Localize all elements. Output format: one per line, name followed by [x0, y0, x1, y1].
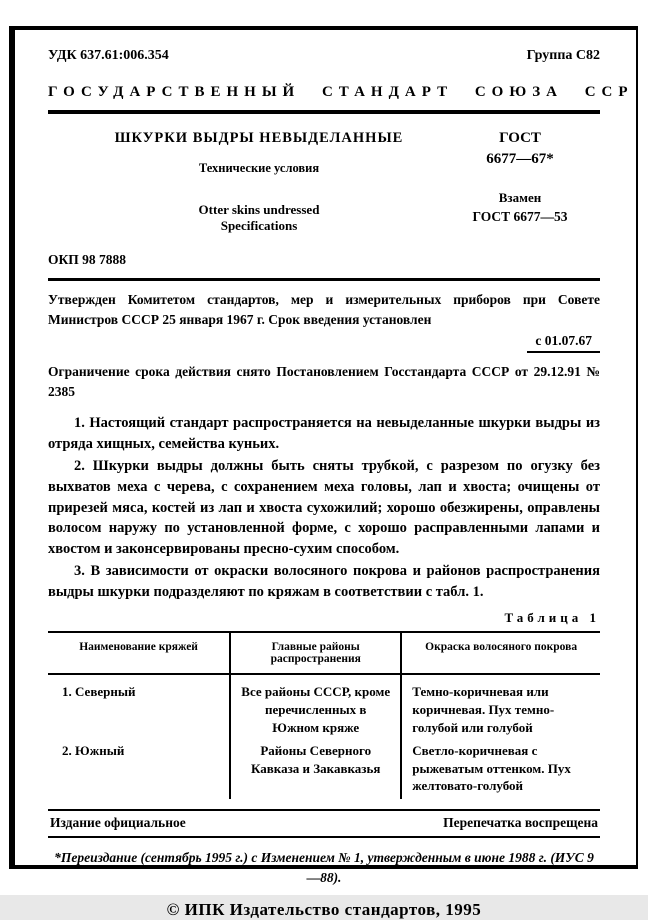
table-cell: Светло-коричневая с рыжеватым оттенком. Пух желтовато-голубой [412, 743, 571, 794]
standard-title-en: Otter skins undressed [198, 202, 320, 217]
table-header-color: Окраска волосяного покрова [401, 632, 600, 674]
approval-paragraph: Утвержден Комитетом стандартов, мер и измерительных приборов при Совете Министров СССР 25 января 1967 г. Срок введения установлен [48, 292, 600, 327]
reprint-forbidden-label: Перепечатка воспрещена [443, 814, 598, 830]
section-rule [48, 278, 600, 281]
body-paragraph-3: 3. В зависимости от окраски волосяного покрова и районов распространения выдры шкурки подразделяют по кряжам в соответствии с табл. 1. [48, 563, 600, 600]
udk-code: УДК 637.61:006.354 [48, 48, 169, 63]
table-caption: Таблица 1 [504, 610, 600, 626]
standard-title-ru: ШКУРКИ ВЫДРЫ НЕВЫДЕЛАННЫЕ [114, 130, 404, 146]
document-header [48, 48, 600, 64]
table-cell: Темно-коричневая или коричневая. Пух темно-голубой или голубой [412, 684, 555, 735]
effective-date: с 01.07.67 [527, 333, 600, 353]
standard-subtitle-en: Specifications [220, 218, 298, 233]
gost-label: ГОСТ [499, 130, 541, 146]
table-cell: Районы Северного Кавказа и Закавказья [230, 740, 401, 799]
okp-code: ОКП 98 7888 [48, 252, 127, 267]
replaces-label: Взамен [498, 190, 542, 205]
table-row [48, 674, 600, 740]
revision-footnote: *Переиздание (сентябрь 1995 г.) с Изменением № 1, утвержденным в июне 1988 г. (ИУС 9—88). [54, 849, 594, 885]
title-block [48, 130, 600, 234]
gost-designation-block [440, 130, 600, 234]
heading-rule [48, 110, 600, 114]
document-content [48, 48, 634, 920]
table-header-kryazh: Наименование кряжей [48, 632, 230, 674]
table-header-row [48, 632, 600, 674]
footer-row [48, 811, 600, 836]
body-text [48, 413, 600, 602]
effective-date-row [48, 332, 600, 353]
table-row [48, 740, 600, 799]
title-left-column [48, 130, 440, 234]
table-header-regions: Главные районы распространения [230, 632, 401, 674]
table-cell: 1. Северный [48, 674, 230, 740]
table-cell: 2. Южный [48, 740, 230, 799]
limitation-paragraph: Ограничение срока действия снято Постановлением Госстандарта СССР от 29.12.91 № 2385 [48, 364, 600, 399]
footer-rule-bottom [48, 836, 600, 838]
replaces-number: ГОСТ 6677—53 [472, 209, 568, 224]
copyright-line: © ИПК Издательство стандартов, 1995 [166, 900, 482, 920]
org-heading: ГОСУДАРСТВЕННЫЙ СТАНДАРТ СОЮЗА ССР [48, 84, 634, 100]
table-cell: Все районы СССР, кроме перечисленных в Южном кряже [230, 674, 401, 740]
standards-table [48, 631, 600, 798]
body-paragraph-2: 2. Шкурки выдры должны быть сняты трубкой, с разрезом по огузку без выхватов меха с черева, с сохранением меха головы, лап и хвоста; очищены от прирезей мяса, костей из лап и хвоста сухожилий; хорошо обезжирены, оправлены волосом наружу по установленной форме, с хорошо расправленными лапами и хвостом и законсервированы пресно-сухим способом. [48, 458, 600, 557]
gost-number: 6677—67* [486, 151, 554, 167]
standard-subtitle-ru: Технические условия [198, 161, 320, 175]
edition-official-label: Издание официальное [50, 814, 186, 830]
group-code: Группа С82 [526, 48, 600, 63]
body-paragraph-1: 1. Настоящий стандарт распространяется на невыделанные шкурки выдры из отряда хищных, семейства куньих. [48, 415, 600, 452]
